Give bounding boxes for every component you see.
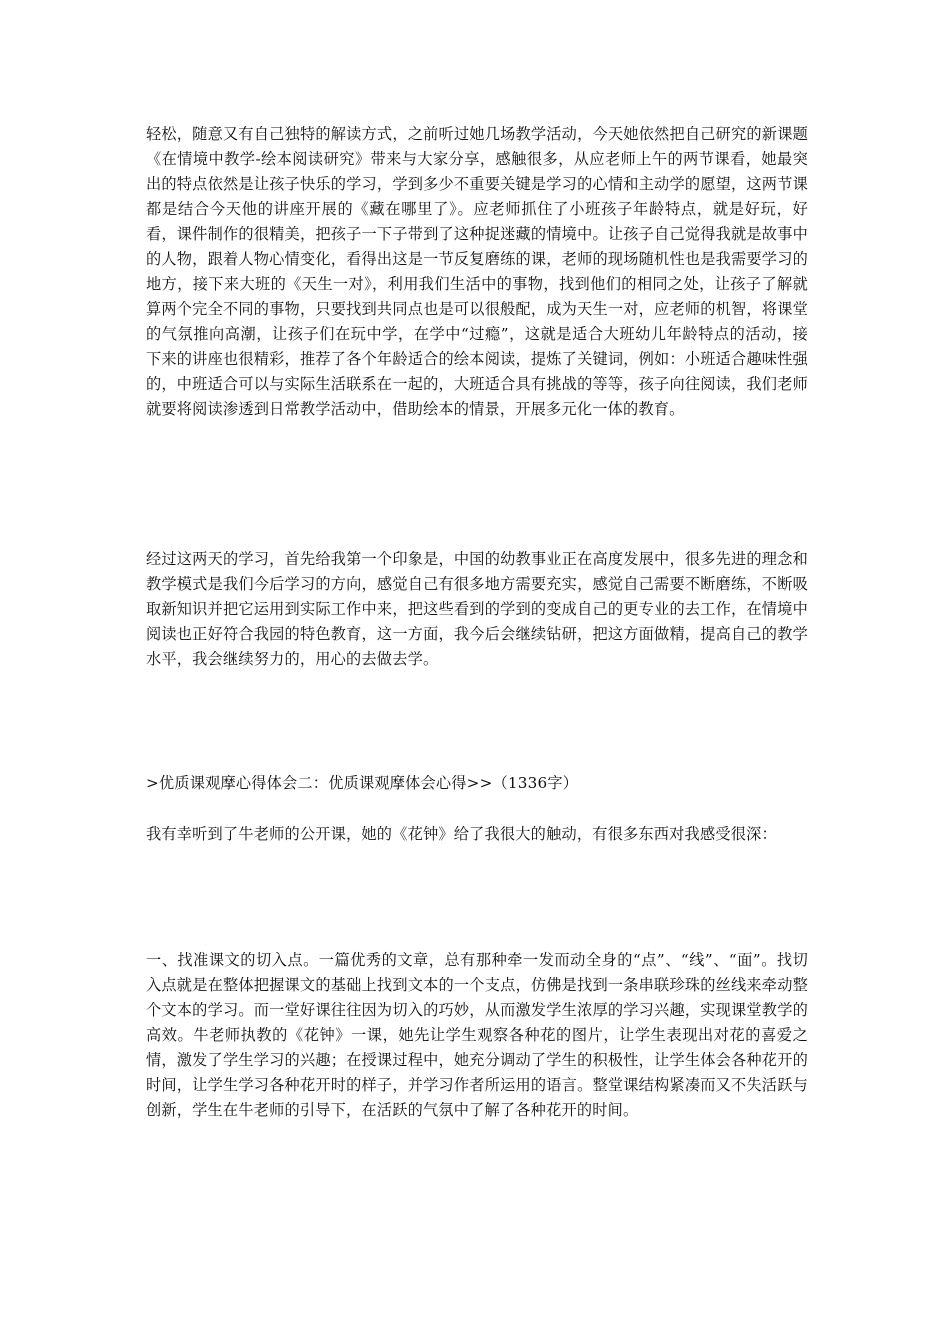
paragraph-intro: 我有幸听到了牛老师的公开课，她的《花钟》给了我很大的触动，有很多东西对我感受很深：: [146, 825, 777, 843]
paragraph-reading-reflection: 轻松，随意又有自己独特的解读方式，之前听过她几场教学活动，今天她依然把自己研究的新课题《在情境中教学-绘本阅读研究》带来与大家分享，感触很多，从应老师上午的两节课看，她最突出的特点依然是让孩子快乐的学习，学到多少不重要关键是学习的心情和主动学的愿望，这两节课都是结合今天他的讲座开展的《藏在哪里了》。应老师抓住了小班孩子年龄特点，就是好玩，好看，课件制作的很精美，把孩子一下子带到了这种捉迷藏的情境中。让孩子自己觉得我就是故事中的人物，跟着人物心情变化，看得出这是一节反复磨练的课，老师的现场随机性也是我需要学习的地方，接下来大班的《天生一对》，利用我们生活中的事物，找到他们的相同之处，让孩子了解就算两个完全不同的事物，只要找到共同点也是可以很般配，成为天生一对，应老师的机智，将课堂的气氛推向高潮，让孩子们在玩中学，在学中“过瘾”，这就是适合大班幼儿年龄特点的活动，接下来的讲座也很精彩，推荐了各个年龄适合的绘本阅读，提炼了关键词，例如：小班适合趣味性强的，中班适合可以与实际生活联系在一起的，大班适合具有挑战的等等，孩子向往阅读，我们老师就要将阅读渗透到日常教学活动中，借助绘本的情景，开展多元化一体的教育。: [146, 125, 808, 418]
paragraph-point-one: 一、找准课文的切入点。一篇优秀的文章，总有那种牵一发而动全身的“点”、“线”、“面”。找切入点就是在整体把握课文的基础上找到文本的一个支点，仿佛是找到一条串联珍珠的丝线来牵动整个文本的学习。而一堂好课往往因为切入的巧妙，从而激发学生浓厚的学习兴趣，实现课堂教学的高效。牛老师执教的《花钟》一课，她先让学生观察各种花的图片，让学生表现出对花的喜爱之情，激发了学生学习的兴趣；在授课过程中，她充分调动了学生的积极性，让学生体会各种花开的时间，让学生学习各种花开时的样子，并学习作者所运用的语言。整堂课结构紧凑而又不失活跃与创新，学生在牛老师的引导下，在活跃的气氛中了解了各种花开的时间。: [146, 951, 808, 1119]
section-heading: >优质课观摩心得体会二：优质课观摩体会心得>>（1336字）: [146, 774, 579, 792]
paragraph-learning-summary: 经过这两天的学习，首先给我第一个印象是，中国的幼教事业正在高度发展中，很多先进的理念和教学模式是我们今后学习的方向，感觉自己有很多地方需要充实，感觉自己需要不断磨练，不断吸取新知识并把它运用到实际工作中来，把这些看到的学到的变成自己的更专业的去工作，在情境中阅读也正好符合我园的特色教育，这一方面，我今后会继续钻研，把这方面做精，提高自己的教学水平，我会继续努力的，用心的去做去学。: [146, 550, 808, 668]
